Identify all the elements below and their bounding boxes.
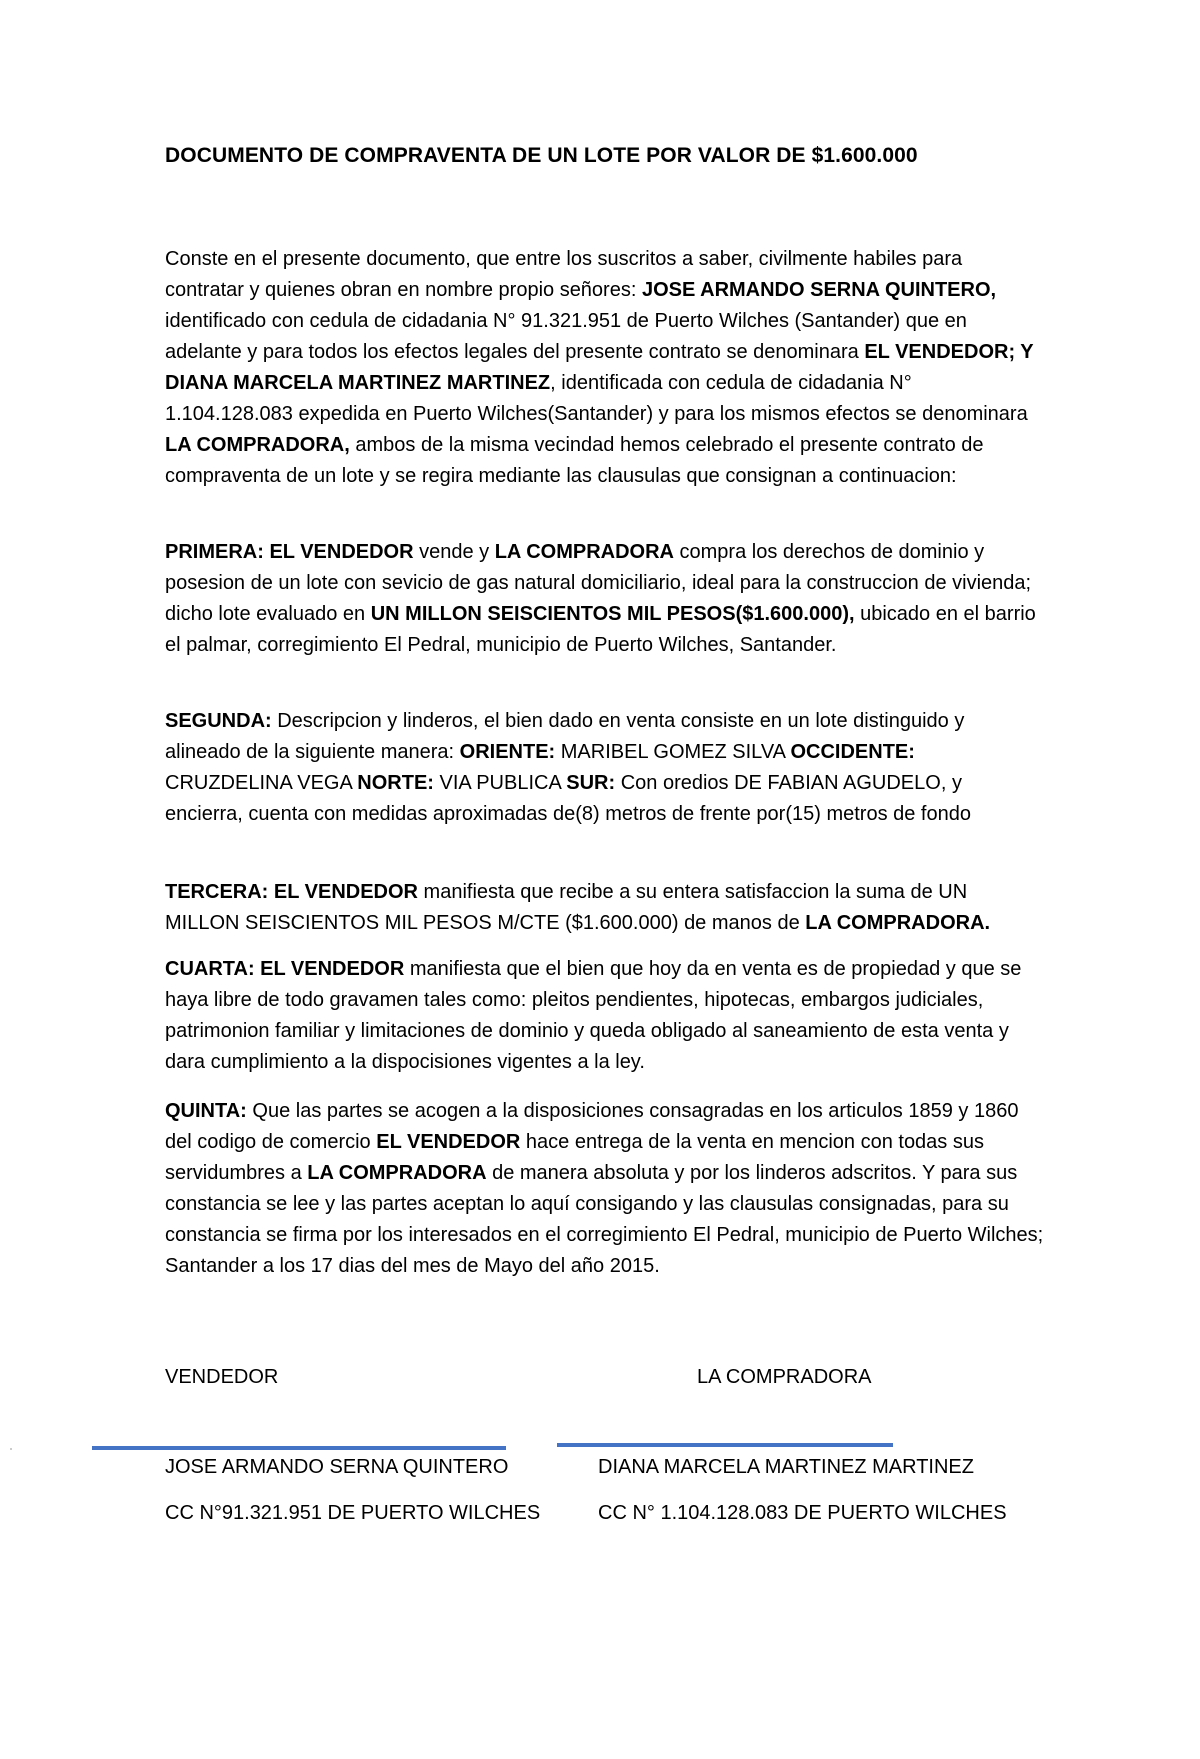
buyer-signature-line: [557, 1443, 893, 1447]
clause-primera: [165, 537, 1045, 661]
quinta-bold-2: EL VENDEDOR: [376, 1131, 521, 1153]
cuarta-text-1: manifiesta que el bien que hoy da en venta es de propiedad y que se haya libre de todo gravamen tales como: pleitos pendientes, hipotecas, embargos judiciales, patrimonion familiar y limitaciones de dominio y queda obligado al saneamiento de esta venta y dara cumplimiento a la dispocisiones vigentes a la ley.: [165, 958, 1022, 1073]
segunda-text-3: CRUZDELINA VEGA: [165, 772, 358, 794]
quinta-text-1: Que las partes se acogen a la disposiciones consagradas en los articulos 1859 y 1860 del codigo de comercio: [165, 1100, 1019, 1153]
segunda-text-2: MARIBEL GOMEZ SILVA: [555, 741, 791, 763]
clause-quinta: [165, 1096, 1045, 1282]
intro-paragraph: [165, 244, 1045, 492]
primera-text-2: compra los derechos de dominio y posesion de un lote con sevicio de gas natural domiciliario, ideal para la construccion de vivienda; dicho lote evaluado en: [165, 541, 1032, 625]
intro-text-1: Conste en el presente documento, que entre los suscritos a saber, civilmente habiles para contratar y quienes obran en nombre propio señores:: [165, 248, 963, 301]
segunda-text-1: Descripcion y linderos, el bien dado en venta consiste en un lote distinguido y alineado de la siguiente manera:: [165, 710, 965, 763]
seller-signature-line: [92, 1446, 506, 1450]
tercera-heading: TERCERA: EL VENDEDOR: [165, 881, 418, 903]
cuarta-heading: CUARTA: EL VENDEDOR: [165, 958, 405, 980]
primera-bold-2: LA COMPRADORA: [494, 541, 674, 563]
margin-mark: [10, 1448, 12, 1450]
segunda-oriente: ORIENTE:: [459, 741, 556, 763]
quinta-text-3: de manera absoluta y por los linderos adscritos. Y para sus constancia se lee y las partes aceptan lo aquí consigando y las clausulas consignadas, para su constancia se firma por los interesados en el corregimiento El Pedral, municipio de Puerto Wilches; Santander a los 17 dias del mes de Mayo del año 2015.: [165, 1162, 1044, 1277]
tercera-bold-2: LA COMPRADORA.: [805, 912, 991, 934]
segunda-occidente: OCCIDENTE:: [790, 741, 915, 763]
document-title: DOCUMENTO DE COMPRAVENTA DE UN LOTE POR VALOR DE $1.600.000: [165, 144, 918, 167]
intro-text-4: ambos de la misma vecindad hemos celebrado el presente contrato de compraventa de un lote y se regira mediante las clausulas que consignan a continuacion:: [165, 434, 984, 487]
buyer-role-label: LA COMPRADORA: [697, 1366, 872, 1388]
tercera-text-1: manifiesta que recibe a su entera satisfaccion la suma de UN MILLON SEISCIENTOS MIL PESOS M/CTE ($1.600.000) de manos de: [165, 881, 968, 934]
clause-segunda: [165, 706, 1045, 830]
clause-tercera: [165, 877, 1045, 939]
parties-bold: EL VENDEDOR; Y DIANA MARCELA MARTINEZ MARTINEZ: [165, 341, 1034, 394]
primera-text-3: ubicado en el barrio el palmar, corregimiento El Pedral, municipio de Puerto Wilches, Santander.: [165, 603, 1036, 656]
buyer-id: CC N° 1.104.128.083 DE PUERTO WILCHES: [598, 1502, 1007, 1524]
quinta-heading: QUINTA:: [165, 1100, 247, 1122]
intro-text-2: identificado con cedula de cidadania N° 91.321.951 de Puerto Wilches (Santander) que en adelante y para todos los efectos legales del presente contrato se denominara: [165, 310, 967, 363]
seller-name: JOSE ARMANDO SERNA QUINTERO: [165, 1456, 509, 1478]
segunda-norte: NORTE:: [357, 772, 434, 794]
quinta-text-2: hace entrega de la venta en mencion con todas sus servidumbres a: [165, 1131, 984, 1184]
intro-text-3: , identificada con cedula de cidadania N° 1.104.128.083 expedida en Puerto Wilches(Santander) y para los mismos efectos se denominara: [165, 372, 1028, 425]
segunda-sur: SUR:: [566, 772, 616, 794]
primera-text-1: vende y: [413, 541, 495, 563]
seller-id: CC N°91.321.951 DE PUERTO WILCHES: [165, 1502, 541, 1524]
segunda-text-5: Con oredios DE FABIAN AGUDELO, y encierra, cuenta con medidas aproximadas de(8) metros de frente por(15) metros de fondo: [165, 772, 971, 825]
primera-heading: PRIMERA: EL VENDEDOR: [165, 541, 414, 563]
clause-cuarta: [165, 954, 1045, 1078]
quinta-bold-3: LA COMPRADORA: [307, 1162, 487, 1184]
buyer-role-bold: LA COMPRADORA,: [165, 434, 350, 456]
seller-role-label: VENDEDOR: [165, 1366, 279, 1388]
buyer-name: DIANA MARCELA MARTINEZ MARTINEZ: [598, 1456, 974, 1478]
segunda-heading: SEGUNDA:: [165, 710, 272, 732]
segunda-text-4: VIA PUBLICA: [433, 772, 567, 794]
primera-amount: UN MILLON SEISCIENTOS MIL PESOS($1.600.000),: [370, 603, 855, 625]
seller-name-bold: JOSE ARMANDO SERNA QUINTERO,: [641, 279, 997, 301]
